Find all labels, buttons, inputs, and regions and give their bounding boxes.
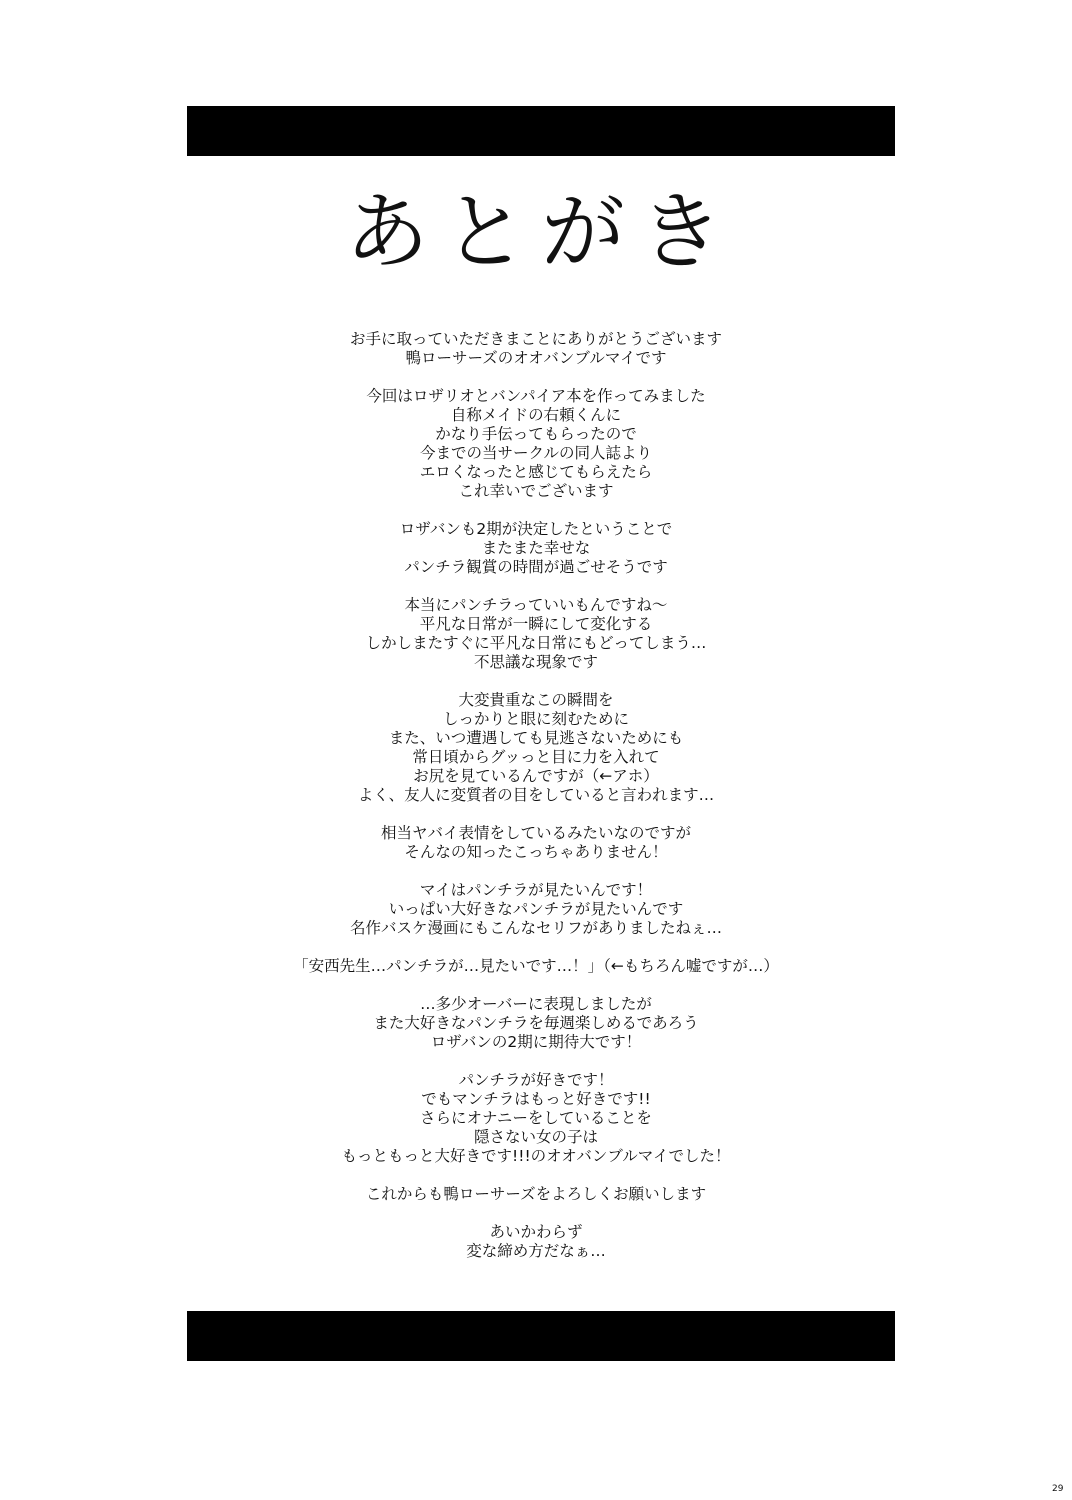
paragraph [136,691,936,805]
text-line: いっぱい大好きなパンチラが見たいんです [388,900,684,918]
text-line: よく、友人に変質者の目をしていると言われます… [357,786,715,804]
top-black-bar [187,106,895,156]
text-line: 常日頃からグッっと目に力を入れて [412,748,660,766]
text-line: 鴨ローサーズのオオバンブルマイです [405,349,667,367]
text-line: しかしまたすぐに平凡な日常にもどってしまう… [365,634,707,652]
text-line: 本当にパンチラっていいもんですね～ [404,596,668,614]
bottom-black-bar [187,1311,895,1361]
text-line: これからも鴨ローサーズをよろしくお願いします [365,1185,707,1203]
page-title: あとがき [344,183,737,281]
text-line: 平凡な日常が一瞬にして変化する [419,615,653,633]
text-line: 今回はロザリオとバンパイア本を作ってみました [366,387,706,405]
text-line: またまた幸せな [481,539,591,557]
afterword-body [136,330,936,1280]
text-line: これ幸いでございます [458,482,614,500]
page-number: 29 [1052,1484,1064,1494]
text-line: パンチラ観賞の時間が過ごせそうです [404,558,668,576]
text-line: また、いつ遭遇しても見逃さないためにも [388,729,684,747]
paragraph [136,1071,936,1166]
paragraph [136,330,936,368]
text-line: さらにオナニーをしていることを [420,1109,652,1127]
paragraph [136,995,936,1052]
paragraph [136,957,936,976]
text-line: お手に取っていただきまことにありがとうございます [349,330,722,348]
text-line: しっかりと眼に刻むために [442,710,629,728]
text-line: あいかわらず [489,1223,583,1241]
text-line: パンチラが好きです！ [458,1071,614,1089]
text-line: 変な締め方だなぁ… [466,1242,606,1260]
text-line: 名作バスケ漫画にもこんなセリフがありましたねぇ… [349,919,722,937]
text-line: 自称メイドの右頼くんに [450,406,622,424]
text-line: …多少オーバーに表現しましたが [420,995,652,1013]
text-line: 今までの当サークルの同人誌より [419,444,653,462]
text-line: お尻を見ているんですが（←アホ） [413,767,659,785]
text-line: また大好きなパンチラを毎週楽しめるであろう [373,1014,699,1032]
text-line: 隠さない女の子は [473,1128,598,1146]
text-line: ロザバンの2期に期待大です！ [430,1033,642,1051]
paragraph [136,596,936,672]
text-line: そんなの知ったこっちゃありません！ [404,843,668,861]
text-line: 「安西先生…パンチラが…見たいです…！」（←もちろん嘘ですが…） [293,957,779,975]
text-line: 不思議な現象です [473,653,598,671]
text-line: 相当ヤバイ表情をしているみたいなのですが [380,824,691,842]
paragraph [136,824,936,862]
text-line: ロザバンも2期が決定したということで [399,520,673,538]
text-line: 大変貴重なこの瞬間を [458,691,614,709]
paragraph [136,881,936,938]
text-line: マイはパンチラが見たいんです！ [419,881,653,899]
paragraph [136,387,936,501]
paragraph [136,1185,936,1204]
text-line: もっともっと大好きです!!!のオオバンブルマイでした！ [341,1147,731,1165]
text-line: かなり手伝ってもらったので [435,425,637,443]
paragraph [136,520,936,577]
paragraph [136,1223,936,1261]
text-line: でもマンチラはもっと好きです!! [421,1090,651,1108]
text-line: エロくなったと感じてもらえたら [419,463,653,481]
